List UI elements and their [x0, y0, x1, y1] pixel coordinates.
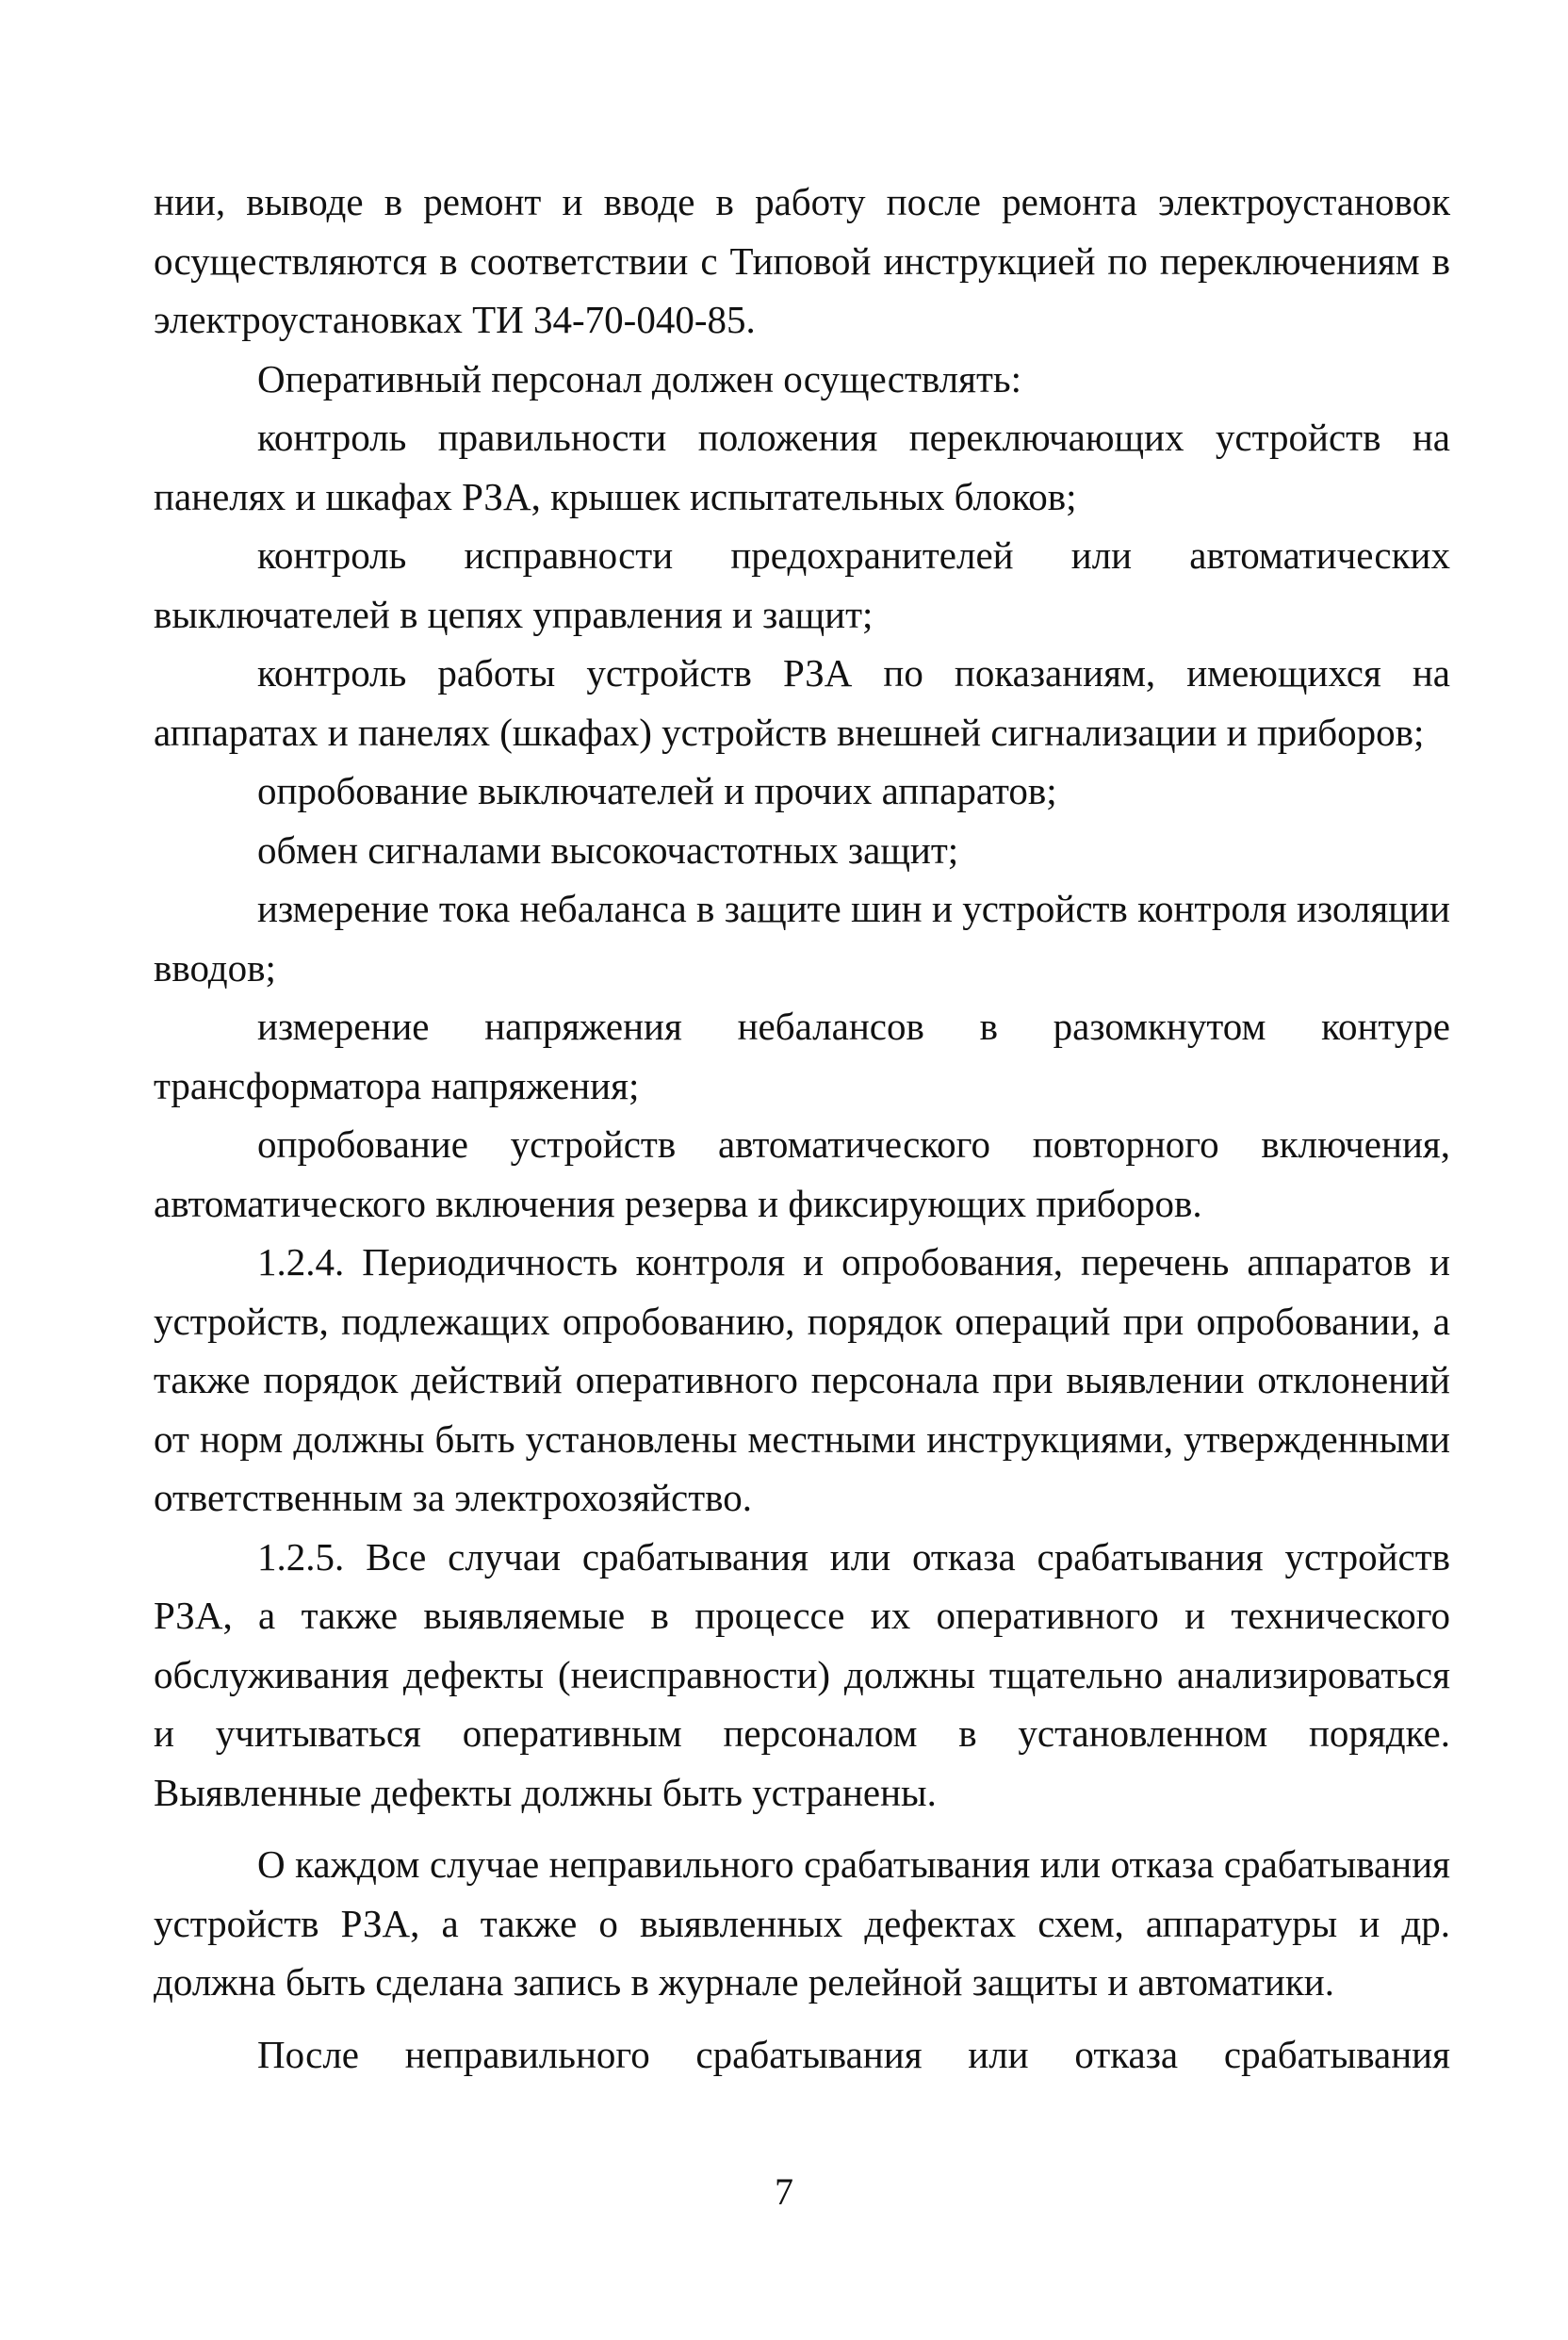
list-item: контроль правильности положения переключающих устройств на панелях и шкафах РЗА, крышек испытательных блоков;	[154, 416, 1450, 518]
section-1-2-5: 1.2.5. Все случаи срабатывания или отказа срабатывания устройств РЗА, а также выявляемые в процессе их оперативного и технического обслуживания дефекты (неисправности) должны тщательно анализироваться и учитываться оперативным персоналом в установленном порядке. Выявленные дефекты должны быть устранены.	[154, 1534, 1450, 1814]
list-item: контроль работы устройств РЗА по показаниям, имеющихся на аппаратах и панелях (шкафах) устройств внешней сигнализации и приборов;	[154, 651, 1450, 754]
paragraph-continuation: нии, выводе в ремонт и вводе в работу после ремонта электроустановок осуществляются в соответствии с Типовой инструкцией по переключениям в электроустановках ТИ 34-70-040-85.	[154, 180, 1450, 341]
list-item: опробование устройств автоматического повторного включения, автоматического включения резерва и фиксирующих приборов.	[154, 1122, 1450, 1225]
list-item: опробование выключателей и прочих аппаратов;	[257, 769, 1057, 812]
body-text	[154, 172, 1450, 2084]
list-item: контроль исправности предохранителей или автоматических выключателей в цепях управления и защит;	[154, 533, 1450, 636]
section-1-2-4: 1.2.4. Периодичность контроля и опробования, перечень аппаратов и устройств, подлежащих опробованию, порядок операций при опробовании, а также порядок действий оперативного персонала при выявлении отклонений от норм должны быть установлены местными инструкциями, утвержденными ответственным за электрохозяйство.	[154, 1240, 1450, 1519]
list-item: обмен сигналами высокочастотных защит;	[257, 827, 959, 872]
list-item: измерение напряжения небалансов в разомкнутом контуре трансформатора напряжения;	[154, 1005, 1450, 1107]
paragraph-after-failure: После неправильного срабатывания или отказа срабатывания	[257, 2032, 1450, 2076]
page-number: 7	[775, 2170, 793, 2213]
paragraph-journal-record: О каждом случае неправильного срабатывания или отказа срабатывания устройств РЗА, а также о выявленных дефектах схем, аппаратуры и др. должна быть сделана запись в журнале релейной защиты и автоматики.	[154, 1842, 1450, 2004]
paragraph-duties-intro: Оперативный персонал должен осуществлять:	[257, 356, 1022, 401]
list-item: измерение тока небаланса в защите шин и устройств контроля изоляции вводов;	[154, 887, 1450, 990]
